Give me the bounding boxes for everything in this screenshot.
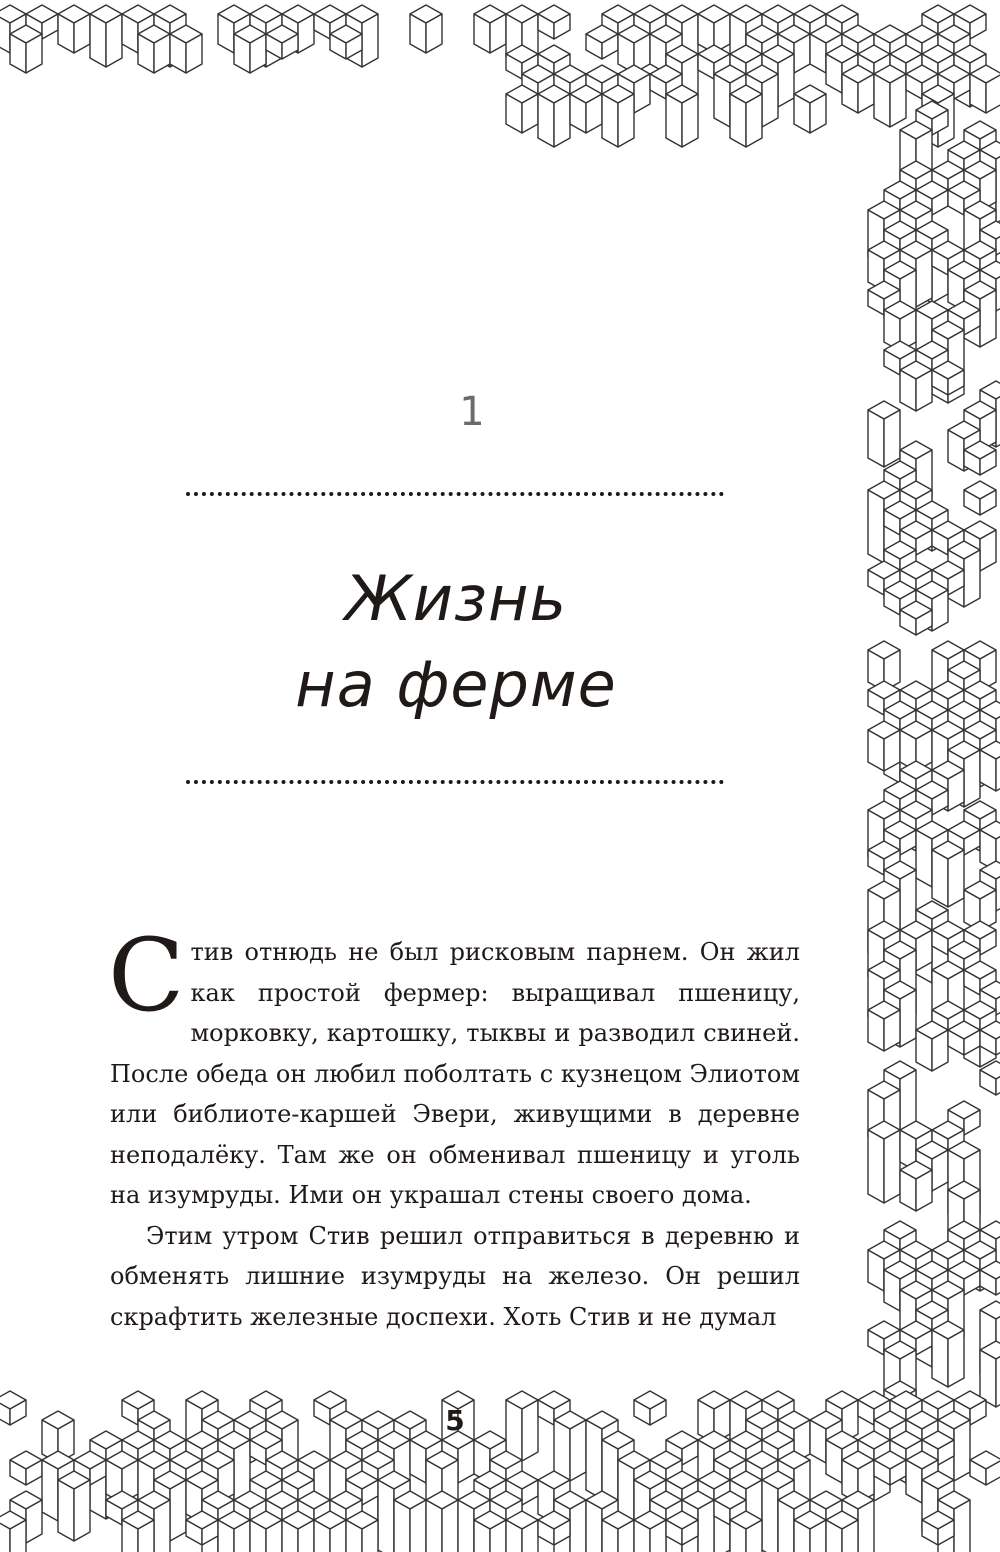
cube-face [874,74,890,127]
cube-face [948,1330,964,1387]
cube-face [948,850,964,907]
cube-face [42,1460,58,1521]
cube-face [666,94,682,147]
cube-face [858,1500,874,1552]
cube-face [762,1480,778,1552]
cube-face [980,290,996,347]
cube-face [442,1500,458,1552]
bottom-dotted-rule [186,780,724,784]
cube-face [964,550,980,607]
cube-face [890,74,906,127]
cube-face [554,94,570,147]
cube-face [154,1500,170,1552]
cube-face [714,74,730,127]
cube-face [410,1500,426,1552]
cube-face [778,1500,794,1552]
cube-face [426,1500,442,1552]
cube-face [884,1130,900,1203]
chapter-title-line-1: Жизнь [344,562,568,635]
cube-face [762,74,778,127]
body-text [108,917,800,1337]
paragraph-1 [108,917,800,1216]
cube-face [778,54,794,107]
cube-face [916,250,932,307]
cube-face [868,1130,884,1203]
cube-face [698,1500,714,1552]
cube-face [58,1480,74,1541]
cube-face [602,94,618,147]
chapter-number: 1 [459,389,485,435]
cube-face [362,14,378,67]
cube-face [746,94,762,147]
cube-face [538,94,554,147]
cube-face [954,1420,970,1481]
cube-face [916,830,932,887]
cube-face [900,990,916,1047]
top-dotted-rule [186,492,724,496]
paragraph-2: Этим утром Стив решил отправиться в деревню и обменять лишние изумруды на железо. Он решил скрафтить железные доспехи. Хоть Стив и не думал [110,1221,800,1331]
cube-face [378,1480,394,1552]
page-number: 5 [445,1404,465,1437]
cube-face [74,1480,90,1541]
cube-face [868,490,884,563]
cube-face [570,1500,586,1552]
cube-face [932,1330,948,1387]
cube-face [106,14,122,67]
chapter-title [0,556,912,728]
chapter-title-line-2: на ферме [295,648,617,721]
cube-face [458,1500,474,1552]
paragraph-1-text: тив отнюдь не был рисковым парнем. Он жил как простой фермер: выращивал пшеницу, морковку, картошку, тыквы и разводил свиней. После обеда он любил поболтать с кузнецом Элиотом или библиоте-каршей Эвери, живущими в деревне неподалёку. Там же он обменивал пшеницу и уголь на изумруды. Ими он украшал стены своего дома. [110,938,800,1209]
cube-face [996,1350,1000,1407]
cube-face [730,94,746,147]
cube-face [682,94,698,147]
drop-cap: С [108,917,185,1034]
cube-face [90,14,106,67]
cube-face [954,1500,970,1552]
cube-face [586,1500,602,1552]
cube-face [932,850,948,907]
cube-face [170,1480,186,1541]
cube-face [394,1500,410,1552]
cube-face [964,750,980,807]
cube-face [618,94,634,147]
